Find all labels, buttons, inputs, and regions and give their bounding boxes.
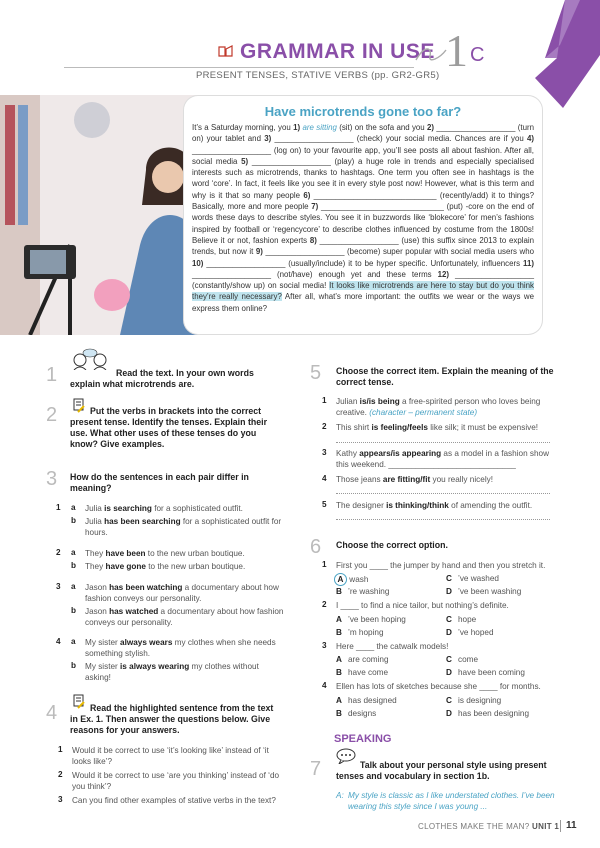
option-text: wash [349,575,369,584]
option-letter: a [71,548,76,557]
item-number: 4 [56,637,61,646]
reading-text: ____________________________ (put) -core on the end of words these days to describe styles. You see it in buzzwords like ‘blokecore’ for men’s fashions inspired by football or ‘regencycore’ to describe clothes influenced by costume from the 1800s! Believe it or not, fashion experts [192,202,534,245]
text: of amending the outfit. [448,501,533,510]
option-d[interactable] [446,627,494,638]
option-text: ’re washing [348,587,390,596]
item-number: 5 [322,500,327,509]
exercise-number: 3 [46,468,58,490]
gap-number: 4) [526,134,534,144]
exercise-number: 7 [310,758,322,780]
option-letter: b [71,661,77,670]
text: Julia [85,517,105,526]
option-letter: a [71,503,76,512]
verb: always wears [120,638,173,647]
choice: are fitting/fit [382,475,431,484]
option-d[interactable] [446,708,529,719]
text: my clothes when she needs something stylish. [85,638,276,658]
reading-text: After all, what’s more important: the outfits we wear or the ways we express them online? [192,292,534,313]
option-letter: B [336,709,342,718]
sentence-a [85,548,285,559]
exercise-5-instruction: Choose the correct item. Explain the meaning of the correct tense. [336,366,554,387]
reading-text: __________________ (use) this suffix since 2013 to explain trends, but now it [192,235,535,257]
example-answer: (character – permanent state) [369,408,478,417]
option-text: designs [348,709,377,718]
reading-text: It’s a Saturday morning, you [192,123,294,132]
gap-number: 5) [241,156,249,166]
verb: has been watching [109,583,183,592]
footer-text: CLOTHES MAKE THE MAN? [418,822,530,831]
option-letter: a [71,637,76,646]
option-c[interactable] [446,614,476,625]
example-answer: My style is classic as I like understated clothes. I’ve been wearing this style since I was young ... [348,791,555,811]
ex6-question-2: I ____ to find a nice tailor, but nothing’s definite. [336,601,509,610]
option-b[interactable] [336,708,376,719]
text: Those jeans [336,475,383,484]
text: Kathy [336,449,360,458]
option-letter: D [446,668,452,677]
page-title: GRAMMAR IN USE [240,40,435,63]
example-answer: are sitting [302,123,337,132]
exercise-4-instruction: Read the highlighted sentence from the text in Ex. 1. Then answer the questions below. Give reasons for your answers. [70,703,274,735]
question-1: Would it be correct to use ‘it’s looking like’ instead of ‘it looks like’? [72,746,269,766]
option-a[interactable] [336,654,389,665]
choice: appears/is appearing [359,449,442,458]
item-number: 1 [322,560,327,569]
option-letter: b [71,561,77,570]
text: Jason [85,583,110,592]
option-text: come [458,655,479,664]
item-number: 3 [56,582,61,591]
text: for a sophisticated outfit. [151,504,243,513]
option-text: have come [348,668,389,677]
exercise-7-instruction: Talk about your personal style using present tenses and vocabulary in section 1b. [336,760,547,781]
verb: is always wearing [120,662,190,671]
question-3: Can you find other examples of stative verbs in the text? [72,796,276,805]
sentence-a [85,637,285,659]
item-number: 2 [58,770,63,779]
gap-number: 8) [309,235,317,245]
option-letter: A [336,696,342,705]
highlighted-sentence: It looks like microtrends are here to stay but do you think they’re really necessary? [192,281,534,302]
exercise-6-instruction: Choose the correct option. [336,540,448,550]
option-c[interactable] [446,695,501,706]
option-letter: D [446,587,452,596]
sentence-b [85,606,285,628]
option-letter: B [336,587,342,596]
ex6-question-1: First you ____ the jumper by hand and then you stretch it. [336,561,546,570]
reading-text: __________________ (play) a huge role in trends and especially specialised interests such as microtrends, thanks to hashtags. One term you often see in hashtags is the word ‘core’. In fact, it feels like you see it in every style post now! However, what is this term and why is it that so many people [192,156,534,200]
option-text: ’ve been washing [458,587,522,596]
text: The designer [336,501,387,510]
option-c[interactable] [446,573,499,584]
option-text: hope [458,615,477,624]
option-text: is designing [458,696,502,705]
exercise-number: 1 [46,364,58,386]
question-2: Would it be correct to use ‘are you thinking’ instead of ‘do you think’? [72,771,280,791]
choice: is thinking/think [386,501,449,510]
option-d[interactable] [446,667,525,678]
option-text: ’ve been hoping [348,615,406,624]
item-number: 4 [322,681,327,690]
gap-number: 7) [311,202,319,212]
answer-label: A: [336,791,344,800]
header-rule [64,67,414,68]
text: My sister [85,662,121,671]
ex5-item-2 [336,422,552,433]
exercise-3-instruction: How do the sentences in each pair differ in meaning? [70,472,249,493]
gap-number: 6) [303,190,311,200]
reading-text: __________________ (usually/include) it to be hyper specific. Unfortunately, influencers [203,258,524,268]
reading-text: (sit) on the sofa and you [336,123,428,132]
reading-text: __________________ (log on) to your favourite app, you’ll see posts all about fashion. After all, social media [192,145,534,166]
verb: has watched [109,607,159,616]
answer-line[interactable] [336,493,550,494]
page-number: 11 [566,820,577,831]
option-text: has designed [348,696,397,705]
speaking-heading: SPEAKING [334,733,392,745]
verb: has been searching [104,517,181,526]
answer-line[interactable] [336,519,550,520]
option-letter: B [336,668,342,677]
text: Julian [336,397,360,406]
text: This shirt [336,423,372,432]
selected-option-marker: A [334,573,347,586]
option-d[interactable] [446,586,521,597]
option-a[interactable] [334,573,368,586]
option-letter: a [71,582,76,591]
verb: have gone [105,562,146,571]
people-talking-icon [70,348,112,370]
sentence-a [85,503,285,514]
item-number: 2 [56,548,61,557]
option-b[interactable] [336,586,389,597]
option-text: ’m hoping [348,628,384,637]
item-number: 1 [58,745,63,754]
gap-number: 9) [255,247,263,257]
gap-number: 2) [427,123,435,132]
ex5-item-5 [336,500,552,511]
sentence-a [85,582,285,604]
option-text: has been designing [458,709,530,718]
option-c[interactable] [446,654,478,665]
verb: have been [105,549,146,558]
option-text: have been coming [458,668,525,677]
choice: is feeling/feels [371,423,428,432]
text: Jason [85,607,110,616]
exercise-number: 5 [310,362,322,384]
option-letter: C [446,615,452,624]
option-letter: C [446,696,452,705]
text: My sister [85,638,121,647]
footer [418,822,559,831]
reading-text-box [184,96,542,334]
exercise-number: 2 [46,404,58,426]
section-letter: C [470,44,485,66]
text: They [85,562,106,571]
text: a documentary about how fashion conveys our personality. [85,607,284,627]
option-letter: B [336,628,342,637]
reading-text: __________________ (turn on) your tablet and [192,123,534,144]
footer-divider [560,820,561,832]
gap-number: 1) [293,123,301,132]
reading-text: __________________ (check) your social media. Chances are if you [271,134,527,144]
sentence-b [85,661,285,683]
exercise-1-instruction: Read the text. In your own words explain what microtrends are. [70,368,254,389]
gap-number: 10) [192,258,204,268]
text: like silk; it must be expensive! [427,423,539,432]
option-letter: A [336,655,342,664]
reading-text: __________________ (become) super popular with social media users who [262,247,534,257]
gap-number: 3) [264,134,272,144]
footer-unit: UNIT 1 [532,822,560,831]
sentence-b [85,561,285,572]
ex5-item-3 [336,448,552,470]
ex5-item-1 [336,396,552,418]
option-letter: A [336,615,342,624]
gap-number: 12) [437,269,449,279]
text: to the new urban boutique. [145,549,245,558]
gap-number: 11) [523,258,534,268]
choice: is/is being [359,397,400,406]
exercise-2-instruction: Put the verbs in brackets into the correct present tense. Identify the tenses. Explain their use. What other uses of these tenses do you know? Give examples. [70,406,268,449]
section-number: 1 [445,25,468,76]
item-number: 3 [58,795,63,804]
reading-body [192,122,534,314]
exercise-number: 6 [310,536,322,558]
option-text: ’ve hoped [458,628,494,637]
ex6-question-4: Ellen has lots of sketches because she ____ for months. [336,682,541,691]
reading-text: ____________________________ (recently/add) it to things? Basically, more and more people [192,190,534,212]
option-letter: b [71,516,77,525]
option-b[interactable] [336,667,388,678]
ex6-question-3: Here ____ the catwalk models! [336,642,449,651]
item-number: 1 [322,396,327,405]
verb: is searching [104,504,152,513]
text: a free-spirited person who loves being creative. [336,397,541,417]
page-subtitle: PRESENT TENSES, STATIVE VERBS (pp. GR2-GR5) [196,70,440,81]
exercise-number: 4 [46,702,58,724]
text: a documentary about how fashion conveys our personality. [85,583,279,603]
item-number: 4 [322,474,327,483]
option-a[interactable] [336,614,406,625]
option-text: ’ve washed [458,574,499,583]
reading-text: __________________ (not/have) enough yet and these terms [192,269,438,279]
ex5-item-4 [336,474,552,485]
text: for a sophisticated outfit for hours. [85,517,282,537]
option-letter: C [446,574,452,583]
text: as a model in a fashion show this weekend. ____________________________ [336,449,550,469]
option-letter: C [446,655,452,664]
reading-text: __________________ (constantly/show up) on social media! [192,269,534,291]
arrow-graphic [505,0,600,110]
item-number: 2 [322,600,327,609]
option-letter: b [71,606,77,615]
option-a[interactable] [336,695,397,706]
text: you really nicely! [430,475,494,484]
option-letter: D [446,709,452,718]
text: Julia [85,504,105,513]
reading-title: Have microtrends gone too far? [264,104,462,119]
answer-line[interactable] [336,442,550,443]
item-number: 1 [56,503,61,512]
option-letter: D [446,628,452,637]
item-number: 3 [322,641,327,650]
option-text: are coming [348,655,389,664]
swirl-decoration [414,42,448,64]
book-audio-icon [218,44,234,58]
text: my clothes without asking! [85,662,259,682]
text: They [85,549,106,558]
item-number: 2 [322,422,327,431]
item-number: 3 [322,448,327,457]
option-b[interactable] [336,627,384,638]
text: to the new urban boutique. [145,562,246,571]
sentence-b [85,516,285,538]
